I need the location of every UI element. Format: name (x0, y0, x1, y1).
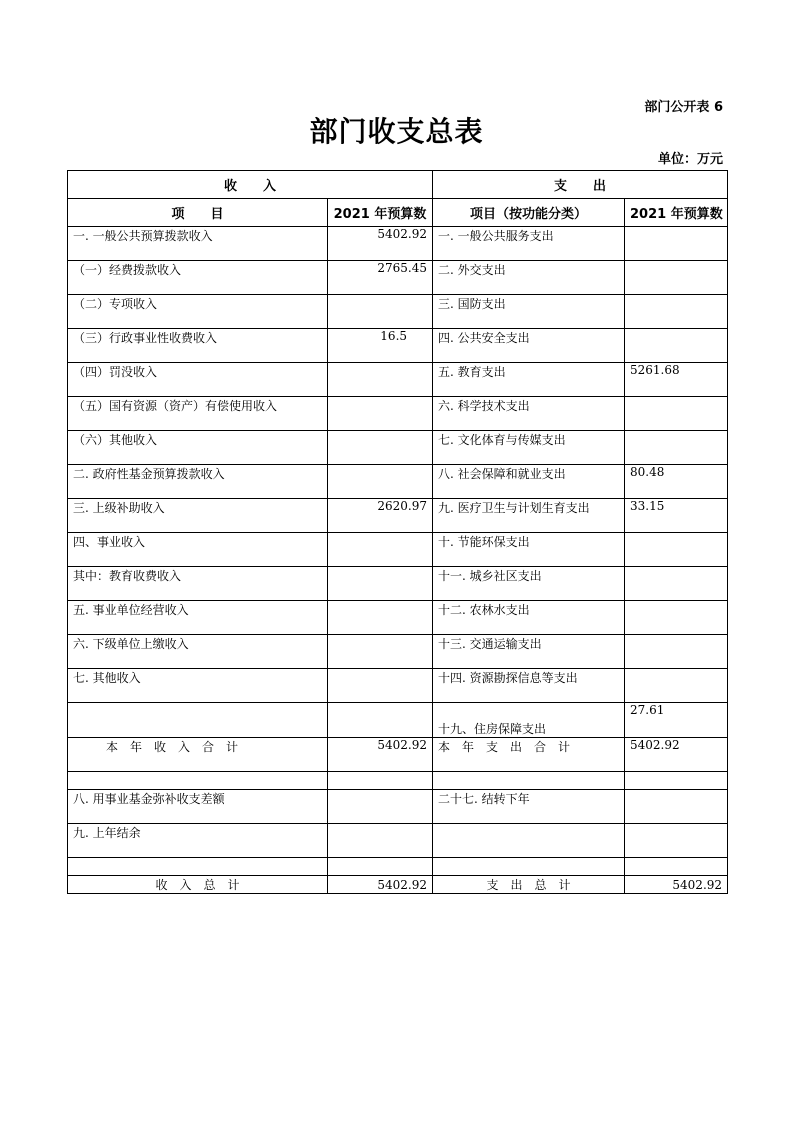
income-value (328, 635, 433, 669)
expense-item: 六. 科学技术支出 (433, 397, 625, 431)
expense-item: 四. 公共安全支出 (433, 329, 625, 363)
expense-value: 5261.68 (625, 363, 728, 397)
expense-item: 十九、住房保障支出 (433, 703, 625, 738)
income-value (328, 533, 433, 567)
expense-item: 一. 一般公共服务支出 (433, 227, 625, 261)
year-total-row (68, 738, 728, 772)
expense-item: 九. 医疗卫生与计划生育支出 (433, 499, 625, 533)
expense-value (625, 329, 728, 363)
income-item: 六. 下级单位上缴收入 (68, 635, 328, 669)
grand-expense-total-value: 5402.92 (625, 876, 728, 894)
table-row (68, 261, 728, 295)
grand-expense-total-label: 支 出 总 计 (433, 876, 625, 894)
expense-item: 十四. 资源勘探信息等支出 (433, 669, 625, 703)
income-value (328, 363, 433, 397)
expense-value (625, 567, 728, 601)
year-income-total-value: 5402.92 (328, 738, 433, 772)
income-item: （五）国有资源（资产）有偿使用收入 (68, 397, 328, 431)
expense-value: 27.61 (625, 703, 728, 738)
page-label: 部门公开表 6 (644, 100, 723, 115)
income-item: （六）其他收入 (68, 431, 328, 465)
year-income-total-label: 本 年 收 入 合 计 (68, 738, 328, 772)
income-item: 其中：教育收费收入 (68, 567, 328, 601)
expense-item: 五. 教育支出 (433, 363, 625, 397)
income-item: 一. 一般公共预算拨款收入 (68, 227, 328, 261)
surplus-row (68, 790, 728, 824)
table-row (68, 669, 728, 703)
expense-value (625, 635, 728, 669)
expense-value (625, 397, 728, 431)
prior-balance-item: 九. 上年结余 (68, 824, 328, 858)
expense-item-header: 项目（按功能分类） (433, 199, 625, 227)
table-row (68, 397, 728, 431)
expense-item: 十. 节能环保支出 (433, 533, 625, 567)
expense-item: 七. 文化体育与传媒支出 (433, 431, 625, 465)
table-row (68, 635, 728, 669)
expense-item: 三. 国防支出 (433, 295, 625, 329)
table-row (68, 601, 728, 635)
income-value (328, 669, 433, 703)
income-value (328, 431, 433, 465)
income-item: 三. 上级补助收入 (68, 499, 328, 533)
table-row (68, 363, 728, 397)
expense-value (625, 669, 728, 703)
header-row-2 (68, 199, 728, 227)
table-row (68, 295, 728, 329)
table-row (68, 703, 728, 738)
income-item: （一）经费拨款收入 (68, 261, 328, 295)
income-header: 收 入 (68, 171, 433, 199)
income-item: 二. 政府性基金预算拨款收入 (68, 465, 328, 499)
expense-value (625, 261, 728, 295)
expense-item: 二. 外交支出 (433, 261, 625, 295)
grand-income-total-label: 收 入 总 计 (68, 876, 328, 894)
income-value: 2765.45 (328, 261, 433, 295)
table-row (68, 329, 728, 363)
expense-item: 十二. 农林水支出 (433, 601, 625, 635)
table-row (68, 465, 728, 499)
budget-table (67, 170, 728, 894)
expense-value: 80.48 (625, 465, 728, 499)
income-value (328, 601, 433, 635)
grand-income-total-value: 5402.92 (328, 876, 433, 894)
expense-budget-header: 2021 年预算数 (625, 199, 728, 227)
expense-value (625, 431, 728, 465)
header-row-1 (68, 171, 728, 199)
income-item: （四）罚没收入 (68, 363, 328, 397)
expense-value (625, 533, 728, 567)
income-value (328, 567, 433, 601)
expense-item: 十三. 交通运输支出 (433, 635, 625, 669)
expense-value (625, 227, 728, 261)
expense-header: 支 出 (433, 171, 728, 199)
carryover-item: 二十七. 结转下年 (433, 790, 625, 824)
table-row (68, 431, 728, 465)
income-value: 2620.97 (328, 499, 433, 533)
income-value (328, 295, 433, 329)
income-value: 16.5 (328, 329, 433, 363)
income-item: （三）行政事业性收费收入 (68, 329, 328, 363)
year-expense-total-label: 本 年 支 出 合 计 (433, 738, 625, 772)
income-item: （二）专项收入 (68, 295, 328, 329)
expense-value (625, 601, 728, 635)
blank-row (68, 772, 728, 790)
item-header: 项 目 (68, 199, 328, 227)
income-item: 五. 事业单位经营收入 (68, 601, 328, 635)
prior-balance-row (68, 824, 728, 858)
expense-value (625, 295, 728, 329)
grand-total-row (68, 876, 728, 894)
income-value (328, 465, 433, 499)
income-value: 5402.92 (328, 227, 433, 261)
budget-header: 2021 年预算数 (328, 199, 433, 227)
year-expense-total-value: 5402.92 (625, 738, 728, 772)
income-item: 七. 其他收入 (68, 669, 328, 703)
income-value (328, 397, 433, 431)
table-row (68, 567, 728, 601)
income-item: 四、事业收入 (68, 533, 328, 567)
surplus-item: 八. 用事业基金弥补收支差额 (68, 790, 328, 824)
page-title: 部门收支总表 (309, 115, 484, 148)
table-row (68, 533, 728, 567)
expense-value: 33.15 (625, 499, 728, 533)
unit-label: 单位：万元 (657, 152, 723, 167)
table-row (68, 499, 728, 533)
income-item (68, 703, 328, 738)
table-row (68, 227, 728, 261)
expense-item: 八. 社会保障和就业支出 (433, 465, 625, 499)
expense-item: 十一. 城乡社区支出 (433, 567, 625, 601)
blank-row (68, 858, 728, 876)
income-value (328, 703, 433, 738)
